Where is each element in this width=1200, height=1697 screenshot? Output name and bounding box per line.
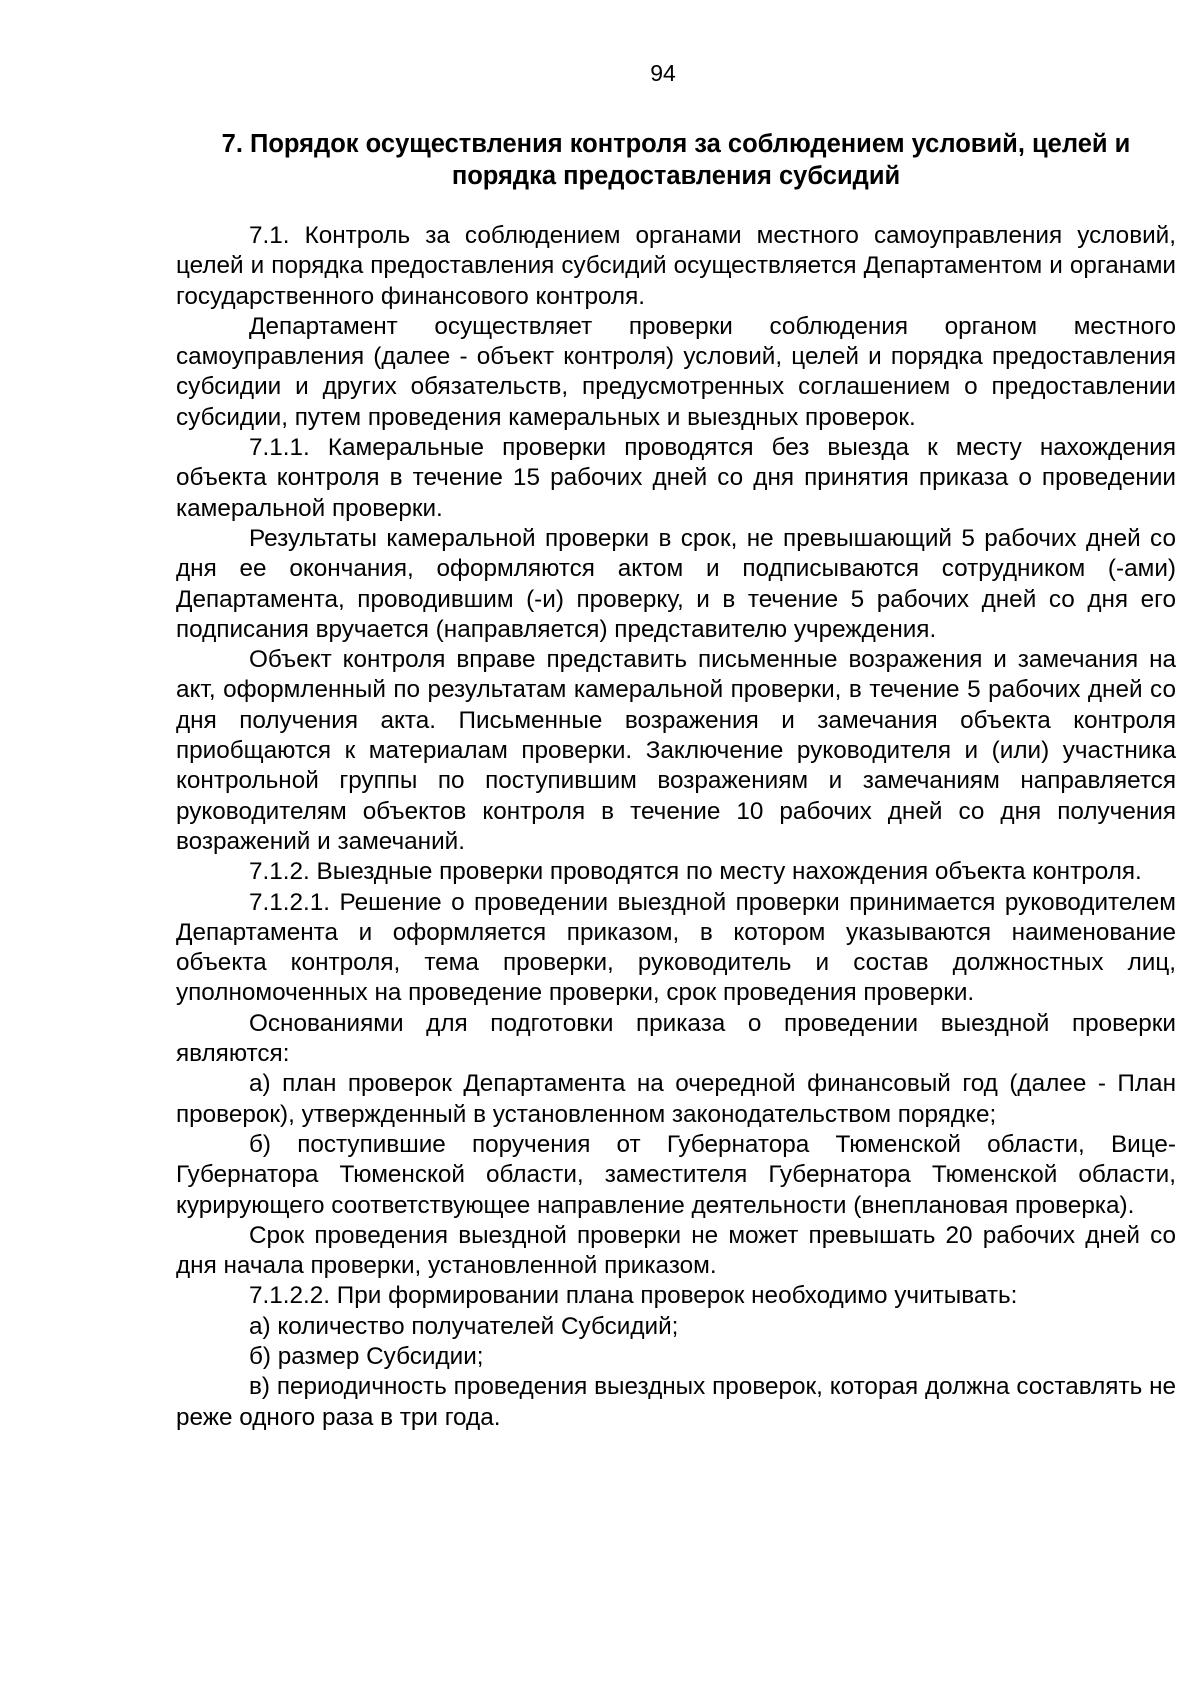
list-item-v-frequency: в) периодичность проведения выездных проверок, которая должна составлять не реже одного раза в три года. — [176, 1373, 1176, 1431]
paragraph-7-1: 7.1. Контроль за соблюдением органами местного самоуправления условий, целей и порядка предоставления субсидий осуществляется Департаментом и органами государственного финансового контроля. — [176, 222, 1176, 310]
paragraph-7-1-2-1: 7.1.2.1. Решение о проведении выездной проверки принимается руководителем Департамента и оформляется приказом, в котором указываются наименование объекта контроля, тема проверки, руководитель и состав должностных лиц, уполномоченных на проведение проверки, срок проведения проверки. — [176, 888, 1176, 1007]
section-heading — [176, 128, 1176, 192]
list-item-b-orders: б) поступившие поручения от Губернатора Тюменской области, Вице-Губернатора Тюменской области, заместителя Губернатора Тюменской области, курирующего соответствующее направление деятельности (внеплановая проверка). — [176, 1130, 1176, 1219]
paragraph-department-inspections: Департамент осуществляет проверки соблюдения органом местного самоуправления (далее - объект контроля) условий, целей и порядка предоставления субсидии и других обязательств, предусмотренных соглашением о предоставлении субсидии, путем проведения камеральных и выездных проверок. — [176, 312, 1176, 431]
section-heading-line-1: 7. Порядок осуществления контроля за соблюдением условий, целей и — [221, 130, 1131, 158]
page-number: 94 — [650, 60, 676, 86]
list-item-a-recipients: а) количество получателей Субсидий; — [249, 1312, 679, 1340]
paragraph-objections: Объект контроля вправе представить письменные возражения и замечания на акт, оформленный по результатам камеральной проверки, в течение 5 рабочих дней со дня получения акта. Письменные возражения и замечания объекта контроля приобщаются к материалам проверки. Заключение руководителя и (или) участника контрольной группы по поступившим возражениям и замечаниям направляется руководителям объектов контроля в течение 10 рабочих дней со дня получения возражений и замечаний. — [176, 646, 1176, 855]
paragraph-desk-results: Результаты камеральной проверки в срок, не превышающий 5 рабочих дней со дня ее окончания, оформляются актом и подписываются сотрудником (-ами) Департамента, проводившим (-и) проверку, и в течение 5 рабочих дней со дня его подписания вручается (направляется) представителю учреждения. — [176, 524, 1176, 643]
paragraph-7-1-2: 7.1.2. Выездные проверки проводятся по месту нахождения объекта контроля. — [249, 858, 1142, 886]
list-item-a-plan: а) план проверок Департамента на очередной финансовый год (далее - План проверок), утвержденный в установленном законодательством порядке; — [176, 1070, 1176, 1128]
document-body — [176, 221, 1176, 1433]
paragraph-7-1-2-2: 7.1.2.2. При формировании плана проверок необходимо учитывать: — [249, 1282, 1018, 1310]
section-heading-line-2: порядка предоставления субсидий — [451, 162, 901, 190]
paragraph-grounds: Основаниями для подготовки приказа о проведении выездной проверки являются: — [176, 1009, 1176, 1068]
paragraph-7-1-1: 7.1.1. Камеральные проверки проводятся без выезда к месту нахождения объекта контроля в течение 15 рабочих дней со дня принятия приказа о проведении камеральной проверки. — [176, 434, 1176, 522]
list-item-b-size: б) размер Субсидии; — [249, 1342, 484, 1370]
paragraph-duration: Срок проведения выездной проверки не может превышать 20 рабочих дней со дня начала проверки, установленной приказом. — [176, 1221, 1176, 1280]
